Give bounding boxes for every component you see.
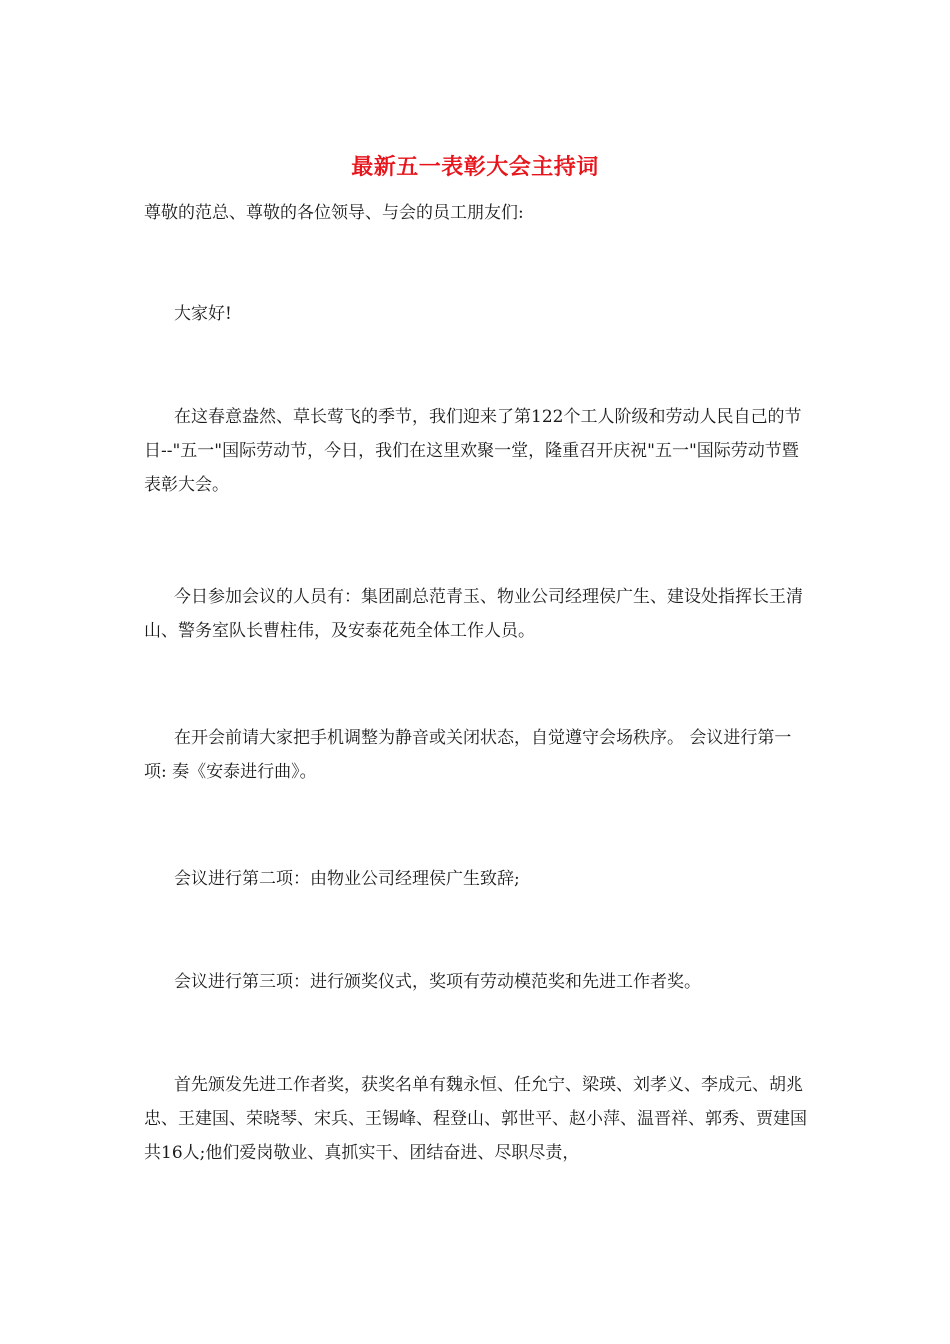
- paragraph-agenda-item-1: 在开会前请大家把手机调整为静音或关闭状态，自觉遵守会场秩序。 会议进行第一项: 奏《安泰进行曲》。: [144, 728, 792, 782]
- paragraph-greeting: 大家好!: [174, 304, 232, 324]
- paragraph-agenda-item-3: 会议进行第三项：进行颁奖仪式，奖项有劳动模范奖和先进工作者奖。: [174, 972, 701, 992]
- paragraph-attendees: 今日参加会议的人员有：集团副总范青玉、物业公司经理侯广生、建设处指挥长王清山、警务室队长曹柱伟，及安泰花苑全体工作人员。: [144, 587, 803, 641]
- salutation: 尊敬的范总、尊敬的各位领导、与会的员工朋友们:: [144, 203, 524, 223]
- document-title: 最新五一表彰大会主持词: [351, 154, 599, 180]
- paragraph-opening: 在这春意盎然、草长莺飞的季节，我们迎来了第122个工人阶级和劳动人民自己的节日--"五一"国际劳动节，今日，我们在这里欢聚一堂，隆重召开庆祝"五一"国际劳动节暨表彰大会。: [144, 407, 802, 495]
- paragraph-agenda-item-2: 会议进行第二项：由物业公司经理侯广生致辞;: [174, 869, 520, 889]
- paragraph-award-list: 首先颁发先进工作者奖，获奖名单有魏永恒、任允宁、梁瑛、刘孝义、李成元、胡兆忠、王建国、荣晓琴、宋兵、王锡峰、程登山、郭世平、赵小萍、温晋祥、郭秀、贾建国共16人;他们爱岗敬业、真抓实干、团结奋进、尽职尽责，: [144, 1075, 807, 1163]
